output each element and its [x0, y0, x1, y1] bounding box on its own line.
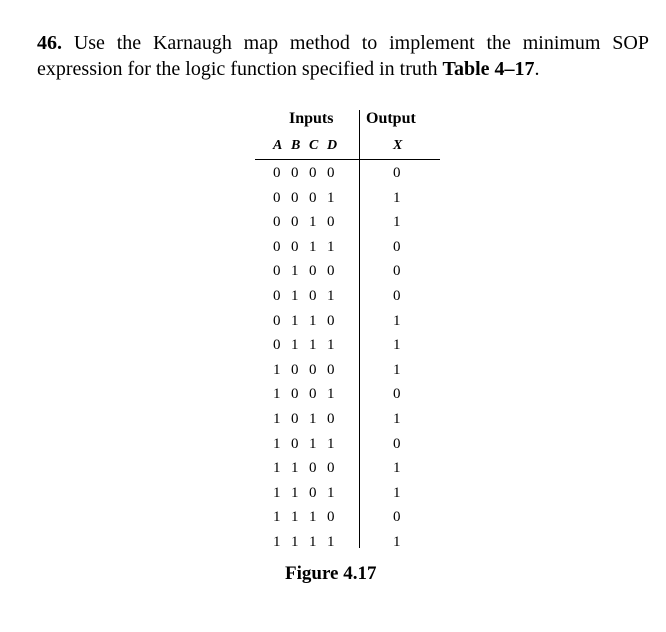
cell-d: 1: [327, 189, 335, 206]
cell-x: 1: [393, 484, 401, 501]
table-row: [255, 406, 440, 431]
cell-a: 1: [273, 386, 281, 403]
cell-x: 0: [393, 509, 401, 526]
table-row: [255, 455, 440, 480]
table-row: [255, 381, 440, 406]
cell-b: 0: [291, 214, 299, 231]
cell-a: 0: [273, 214, 281, 231]
table-row: [255, 332, 440, 357]
cell-b: 0: [291, 361, 299, 378]
cell-c: 1: [309, 337, 317, 354]
cell-x: 1: [393, 361, 401, 378]
variable-header-row: [255, 134, 440, 160]
figure-caption: Figure 4.17: [285, 563, 377, 584]
cell-c: 0: [309, 287, 317, 304]
cell-b: 1: [291, 509, 299, 526]
table-body: [255, 160, 440, 554]
cell-a: 1: [273, 484, 281, 501]
inputs-header: Inputs: [289, 110, 334, 127]
cell-x: 0: [393, 435, 401, 452]
cell-b: 0: [291, 165, 299, 181]
cell-c: 0: [309, 386, 317, 403]
table-row: [255, 431, 440, 456]
cell-a: 0: [273, 287, 281, 304]
cell-a: 1: [273, 460, 281, 477]
cell-x: 1: [393, 460, 401, 477]
cell-c: 1: [309, 435, 317, 452]
cell-x: 1: [393, 214, 401, 231]
var-d: D: [327, 138, 338, 153]
cell-d: 0: [327, 410, 335, 427]
cell-b: 0: [291, 189, 299, 206]
cell-b: 0: [291, 410, 299, 427]
cell-c: 1: [309, 410, 317, 427]
table-row: [255, 480, 440, 505]
cell-c: 0: [309, 263, 317, 280]
cell-b: 0: [291, 386, 299, 403]
table-row: [255, 308, 440, 333]
table-row: [255, 357, 440, 382]
cell-a: 0: [273, 312, 281, 329]
table-row: [255, 283, 440, 308]
cell-c: 1: [309, 533, 317, 550]
cell-c: 1: [309, 509, 317, 526]
problem-end: .: [534, 58, 540, 80]
cell-a: 1: [273, 533, 281, 550]
cell-x: 0: [393, 238, 401, 255]
table-row: [255, 258, 440, 283]
cell-b: 1: [291, 460, 299, 477]
cell-a: 1: [273, 361, 281, 378]
table-row: [255, 185, 440, 210]
cell-c: 1: [309, 214, 317, 231]
cell-d: 0: [327, 460, 335, 477]
cell-d: 1: [327, 238, 335, 255]
cell-d: 0: [327, 165, 335, 181]
cell-b: 0: [291, 238, 299, 255]
cell-x: 0: [393, 287, 401, 304]
cell-x: 1: [393, 312, 401, 329]
cell-d: 1: [327, 287, 335, 304]
cell-x: 0: [393, 165, 401, 181]
cell-a: 0: [273, 165, 281, 181]
cell-b: 1: [291, 287, 299, 304]
cell-x: 0: [393, 263, 401, 280]
cell-d: 1: [327, 386, 335, 403]
cell-c: 0: [309, 484, 317, 501]
table-row: [255, 234, 440, 259]
table-row: [255, 529, 440, 554]
problem-text: Use the Karnaugh map method to implement the minimum SOP expression for the logic function specified in truth: [37, 32, 649, 80]
cell-a: 0: [273, 238, 281, 255]
cell-d: 0: [327, 312, 335, 329]
table-row: [255, 209, 440, 234]
cell-b: 1: [291, 312, 299, 329]
cell-b: 1: [291, 533, 299, 550]
cell-c: 0: [309, 361, 317, 378]
cell-x: 0: [393, 386, 401, 403]
problem-statement: [37, 30, 649, 82]
cell-d: 1: [327, 533, 335, 550]
cell-b: 0: [291, 435, 299, 452]
cell-x: 1: [393, 189, 401, 206]
cell-d: 1: [327, 435, 335, 452]
table-row: [255, 160, 440, 185]
cell-b: 1: [291, 263, 299, 280]
truth-table: [255, 110, 440, 554]
cell-b: 1: [291, 484, 299, 501]
cell-a: 0: [273, 337, 281, 354]
output-header: Output: [366, 110, 416, 127]
cell-x: 1: [393, 410, 401, 427]
var-a: A: [273, 138, 283, 153]
cell-a: 1: [273, 435, 281, 452]
var-b: B: [291, 138, 301, 153]
cell-d: 0: [327, 214, 335, 231]
cell-c: 1: [309, 238, 317, 255]
cell-a: 1: [273, 410, 281, 427]
cell-c: 0: [309, 165, 317, 181]
cell-d: 1: [327, 484, 335, 501]
cell-d: 1: [327, 337, 335, 354]
cell-a: 1: [273, 509, 281, 526]
cell-a: 0: [273, 263, 281, 280]
cell-d: 0: [327, 263, 335, 280]
table-header-row: [255, 110, 440, 134]
cell-c: 0: [309, 189, 317, 206]
cell-d: 0: [327, 509, 335, 526]
cell-x: 1: [393, 337, 401, 354]
cell-c: 0: [309, 460, 317, 477]
cell-b: 1: [291, 337, 299, 354]
cell-d: 0: [327, 361, 335, 378]
cell-c: 1: [309, 312, 317, 329]
table-reference: Table 4–17: [442, 58, 535, 80]
var-c: C: [309, 138, 319, 153]
var-x: X: [393, 138, 403, 153]
problem-number: 46.: [37, 32, 62, 54]
cell-x: 1: [393, 533, 401, 550]
cell-a: 0: [273, 189, 281, 206]
table-row: [255, 504, 440, 529]
